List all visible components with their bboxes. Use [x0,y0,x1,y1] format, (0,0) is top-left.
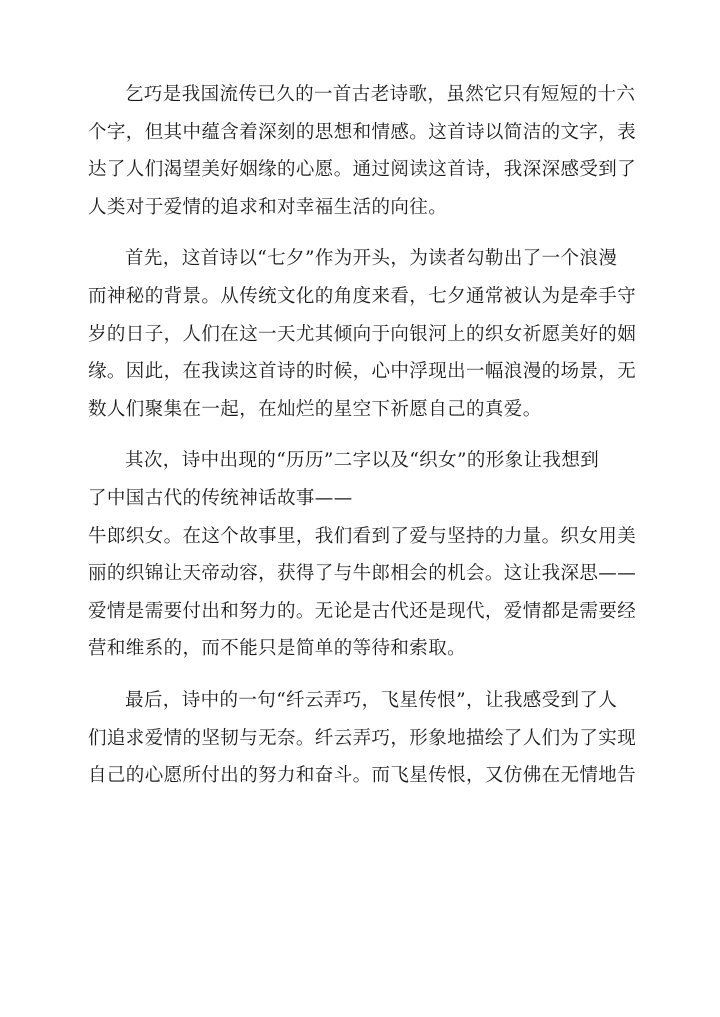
text-line: 营和维系的，而不能只是简单的等待和索取。 [88,638,467,660]
text-line: 最后，诗中的一句“纤云弄巧，飞星传恨”，让我感受到了人 [125,689,618,711]
paragraph-2 [88,240,637,428]
paragraph-1 [88,76,637,226]
paragraph-4 [88,682,637,795]
text-line: 缘。因此，在我读这首诗的时候，心中浮现出一幅浪漫的场景，无 [88,361,637,383]
text-line: 岁的日子，人们在这一天尤其倾向于向银河上的织女祈愿美好的姻 [88,323,637,345]
text-line: 达了人们渴望美好姻缘的心愿。通过阅读这首诗，我深深感受到了 [88,159,637,181]
text-line: 丽的织锦让天帝动容，获得了与牛郎相会的机会。这让我深思—— [88,563,637,585]
text-line: 爱情是需要付出和努力的。无论是古代还是现代，爱情都是需要经 [88,600,637,622]
text-line: 们追求爱情的坚韧与无奈。纤云弄巧，形象地描绘了人们为了实现 [88,727,637,749]
text-line: 首先，这首诗以“七夕”作为开头，为读者勾勒出了一个浪漫 [125,248,618,270]
text-line: 个字，但其中蕴含着深刻的思想和情感。这首诗以简洁的文字，表 [88,121,637,143]
paragraph-3 [88,442,637,668]
text-line: 而神秘的背景。从传统文化的角度来看，七夕通常被认为是牵手守 [88,285,637,307]
document-body [88,76,637,809]
text-line: 人类对于爱情的追求和对幸福生活的向往。 [88,196,448,218]
text-line: 乞巧是我国流传已久的一首古老诗歌，虽然它只有短短的十六 [125,84,636,105]
text-line: 了中国古代的传统神话故事—— [88,487,353,509]
text-line: 牛郎织女。在这个故事里，我们看到了爱与坚持的力量。织女用美 [88,525,637,547]
text-line: 自己的心愿所付出的努力和奋斗。而飞星传恨，又仿佛在无情地告 [88,765,637,787]
text-line: 其次，诗中出现的“历历”二字以及“织女”的形象让我想到 [125,450,600,472]
text-line: 数人们聚集在一起，在灿烂的星空下祈愿自己的真爱。 [88,398,542,420]
